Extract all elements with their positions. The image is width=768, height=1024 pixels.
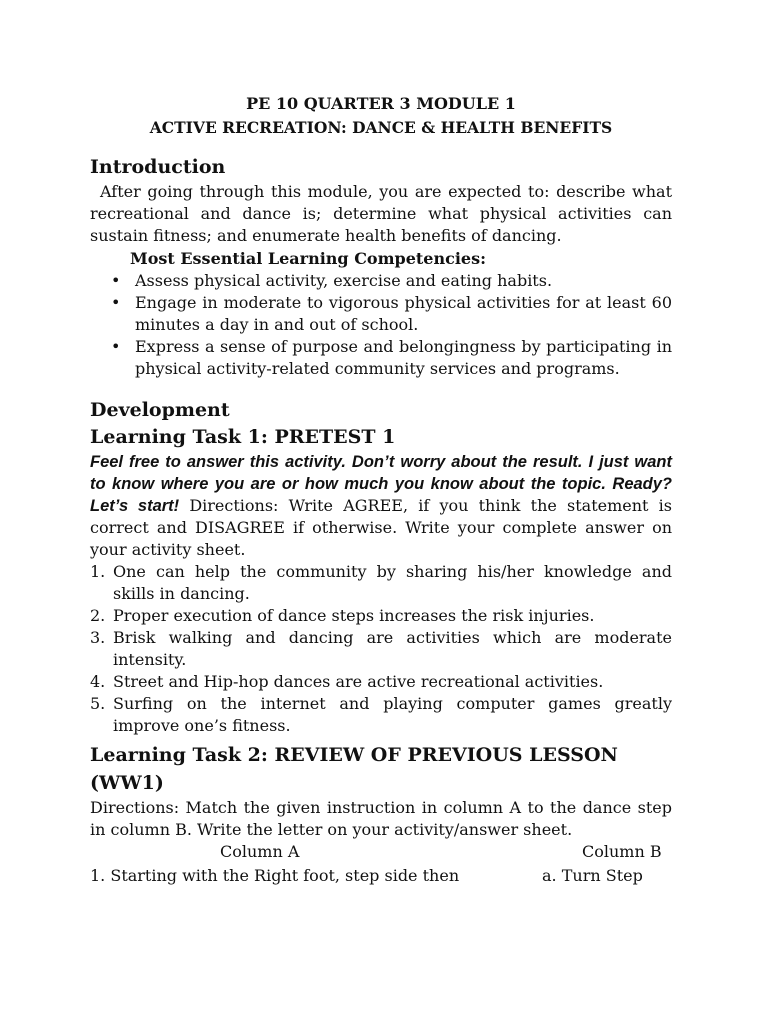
item-text: Proper execution of dance steps increases the risk injuries. — [113, 606, 595, 625]
column-b-item: a. Turn Step — [542, 866, 643, 885]
column-headers — [90, 841, 672, 863]
list-item — [90, 292, 672, 336]
column-a-header: Column A — [220, 842, 300, 861]
list-item — [90, 693, 672, 737]
list-item-text: Assess physical activity, exercise and eating habits. — [135, 271, 553, 290]
task2-directions: Directions: Match the given instruction in column A to the dance step in column B. Write the letter on your activity/answer sheet. — [90, 798, 672, 839]
bullet-icon: • — [111, 271, 121, 290]
item-number: 2. — [90, 606, 106, 625]
introduction-paragraph: After going through this module, you are expected to: describe what recreational and dance is; determine what physical activities can sustain fitness; and enumerate health benefits of dancing. — [90, 182, 672, 245]
task2-heading: Learning Task 2: REVIEW OF PREVIOUS LESSON (WW1) — [90, 744, 618, 794]
item-number: 4. — [90, 672, 106, 691]
pretest-list — [90, 561, 672, 737]
item-number: 3. — [90, 628, 106, 647]
list-item — [90, 561, 672, 605]
task1-heading: Learning Task 1: PRETEST 1 — [90, 426, 396, 448]
list-item — [90, 336, 672, 380]
list-item — [90, 270, 672, 292]
competencies-heading: Most Essential Learning Competencies: — [130, 249, 487, 268]
list-item — [90, 605, 672, 627]
item-number: 1. — [90, 562, 106, 581]
development-heading: Development — [90, 399, 230, 421]
column-b-header: Column B — [582, 842, 662, 861]
bullet-icon: • — [111, 337, 121, 356]
task1-italic-lead: Feel free to answer this activity. Don’t worry about the result. I just want to know where you are or how much you know about the topic. Ready? Let’s start! — [90, 453, 672, 515]
list-item — [90, 671, 672, 693]
introduction-heading: Introduction — [90, 156, 226, 178]
document-page — [90, 92, 672, 887]
item-text: Brisk walking and dancing are activities which are moderate intensity. — [113, 628, 672, 669]
item-text: Street and Hip-hop dances are active recreational activities. — [113, 672, 604, 691]
list-item — [90, 627, 672, 671]
competencies-list — [90, 270, 672, 380]
module-subtitle: ACTIVE RECREATION: DANCE & HEALTH BENEFITS — [149, 118, 613, 137]
bullet-icon: • — [111, 293, 121, 312]
column-a-item: 1. Starting with the Right foot, step side then — [90, 866, 460, 885]
item-number: 5. — [90, 694, 106, 713]
match-row — [90, 865, 672, 887]
list-item-text: Engage in moderate to vigorous physical activities for at least 60 minutes a day in and out of school. — [135, 293, 672, 334]
item-text: Surfing on the internet and playing computer games greatly improve one’s fitness. — [113, 694, 672, 735]
task1-instructions — [90, 451, 672, 561]
module-title: PE 10 QUARTER 3 MODULE 1 — [246, 94, 516, 113]
task1-directions: Directions: Write AGREE, if you think the statement is correct and DISAGREE if otherwise. Write your complete answer on your activity sheet. — [90, 496, 672, 559]
list-item-text: Express a sense of purpose and belongingness by participating in physical activity-related community services and programs. — [135, 337, 672, 378]
item-text: One can help the community by sharing his/her knowledge and skills in dancing. — [113, 562, 672, 603]
